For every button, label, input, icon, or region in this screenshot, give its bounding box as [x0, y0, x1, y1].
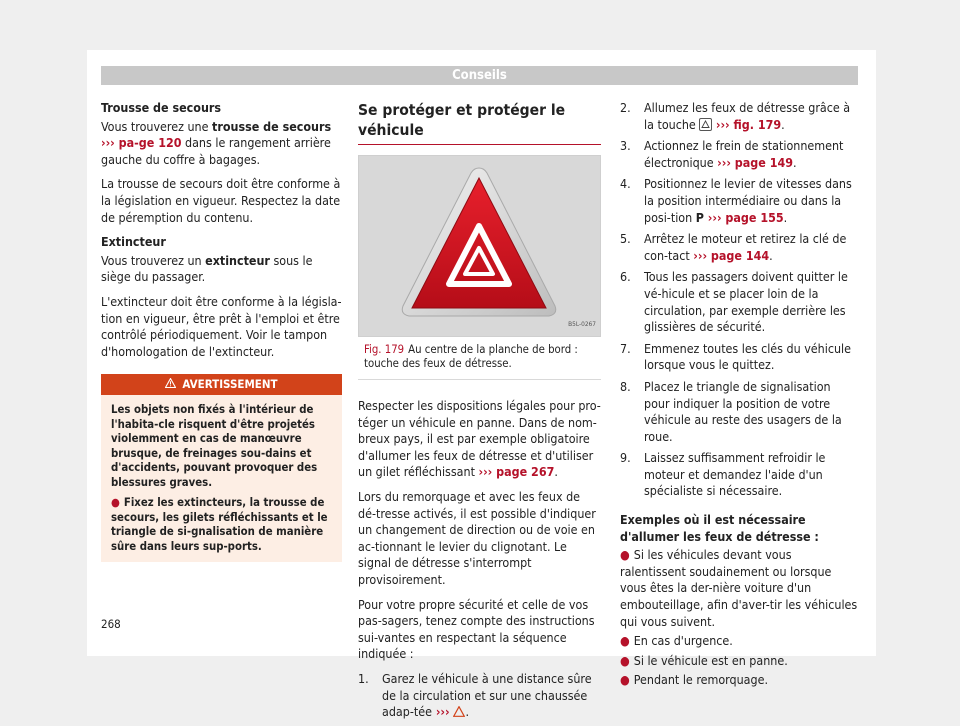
- page-number: 268: [101, 617, 121, 631]
- warning-box: [101, 374, 342, 562]
- list-item: ● Si les véhicules devant vous ralentissent soudainement ou lorsque vous êtes la der-nière voiture d'un embouteillage, afin d'aver-tir les véhicules qui vous suivent.: [620, 547, 858, 629]
- warning-header: [101, 374, 342, 395]
- paragraph-2: Lors du remorquage et avec les feux de dé-tresse activés, il est possible d'indiquer un changement de direction ou de voie en ac-tionnant le levier du clignotant. Le signal de détresse s'interrompt provisoirement.: [358, 488, 596, 587]
- list-item: 3. Actionnez le frein de stationnement électronique ››› page 149.: [620, 138, 844, 170]
- steps-list-start: [358, 671, 601, 721]
- bullet-icon: ●: [111, 496, 120, 510]
- warning-title: AVERTISSEMENT: [182, 377, 278, 392]
- bullet-icon: ●: [620, 652, 630, 668]
- paragraph-3: Pour votre propre sécurité et celle de vos pas-sagers, tenez compte des instructions sui-vantes en respectant la séquence indiquée :: [358, 596, 595, 662]
- list-item: ● Pendant le remorquage.: [620, 672, 768, 688]
- page-link[interactable]: pa-ge 120: [118, 135, 182, 151]
- column-middle: [358, 100, 601, 726]
- paragraph-1: Respecter les dispositions légales pour pro-téger un véhicule en panne. Dans de nom-breux pays, il est par exemple obligatoire d'allumer les feux de détresse et d'utiliser un gilet réfléchissant ››› page 267.: [358, 398, 601, 480]
- page-link[interactable]: ››› page 149: [717, 154, 794, 170]
- list-item: 5. Arrêtez le moteur et retirez la clé de con-tact ››› page 144.: [620, 231, 847, 263]
- first-aid-paragraph-1: Vous trouverez une trousse de secours ››› pa-ge 120 dans le rangement arrière gauche du coffre à bagages.: [101, 118, 332, 167]
- extinguisher-paragraph-1: Vous trouverez un extincteur sous le siège du passager.: [101, 252, 313, 285]
- warning-triangle-icon: [165, 374, 176, 395]
- warning-body: [101, 395, 342, 562]
- examples-title: Exemples où il est nécessaire d'allumer les feux de détresse :: [620, 512, 819, 544]
- list-item: 8. Placez le triangle de signalisation pour indiquer la position de votre véhicule au reste des usagers de la roue.: [620, 378, 842, 444]
- bullet-icon: ●: [620, 633, 630, 649]
- section-heading: Se protéger et protéger le véhicule: [358, 100, 601, 145]
- bullet-icon: ●: [620, 547, 630, 563]
- list-item: ● Si le véhicule est en panne.: [620, 652, 788, 668]
- column-left: [101, 100, 342, 562]
- page-link[interactable]: ››› page 155: [703, 209, 784, 225]
- list-item: 7. Emmenez toutes les clés du véhicule lorsque vous le quittez.: [620, 340, 851, 373]
- examples-list: [620, 547, 858, 689]
- link-arrow: ›››: [431, 704, 454, 720]
- list-item: 1. Garez le véhicule à une distance sûre de la circulation et sur une chaussée adap-tée ››› .: [358, 670, 592, 720]
- figure-link[interactable]: ››› fig. 179: [715, 116, 782, 132]
- warning-triangle-icon[interactable]: [453, 704, 465, 719]
- first-aid-paragraph-2: La trousse de secours doit être conforme à la législation en vigueur. Respectez la date de péremption du contenu.: [101, 176, 341, 225]
- link-arrow: ›››: [101, 135, 119, 151]
- list-item: 9. Laissez suffisamment refroidir le moteur et demandez l'aide d'un spécialiste si nécessaire.: [620, 450, 826, 499]
- list-item: 6. Tous les passagers doivent quitter le vé-hicule et se placer loin de la circulation, par exemple derrière les glissières de sécurité.: [620, 269, 848, 335]
- figure-caption: Fig. 179 Au centre de la planche de bord : touche des feux de détresse.: [358, 337, 601, 380]
- figure-label: Fig. 179: [364, 343, 405, 356]
- warning-bullet: ● Fixez les extincteurs, la trousse de secours, les gilets réfléchissants et le triangle de si-gnalisation de manière sûre dans leurs sup-ports.: [111, 496, 328, 553]
- list-item: ● En cas d'urgence.: [620, 633, 733, 649]
- first-aid-title: Trousse de secours: [101, 100, 222, 115]
- warning-text: Les objets non fixés à l'intérieur de l'habita-cle risquent d'être projetés violemment en cas de manœuvre brusque, de freinages sou-dains et d'accidents, pouvant provoquer des blessures graves.: [111, 403, 318, 489]
- list-item: 2. Allumez les feux de détresse grâce à la touche ››› fig. 179.: [620, 100, 851, 132]
- hazard-button-figure: [358, 155, 601, 337]
- page-link[interactable]: ››› page 267: [478, 464, 555, 480]
- bullet-icon: ●: [620, 672, 630, 688]
- hazard-button-icon: [359, 156, 600, 336]
- column-right: [620, 100, 858, 692]
- page-link[interactable]: ››› page 144: [693, 247, 770, 263]
- extinguisher-paragraph-2: L'extincteur doit être conforme à la législa-tion en vigueur, être prêt à l'emploi et être contrôlé périodiquement. Voir le tampon d'homologation de l'extincteur.: [101, 293, 342, 359]
- extinguisher-title: Extincteur: [101, 234, 166, 250]
- hazard-key-icon: [699, 118, 712, 131]
- section-header: Conseils: [101, 66, 858, 85]
- steps-list-continued: [620, 100, 858, 500]
- figure-code: B5L-0267: [568, 320, 596, 329]
- list-item: 4. Positionnez le levier de vitesses dans la position intermédiaire ou dans la posi-tion P ››› page 155.: [620, 176, 852, 225]
